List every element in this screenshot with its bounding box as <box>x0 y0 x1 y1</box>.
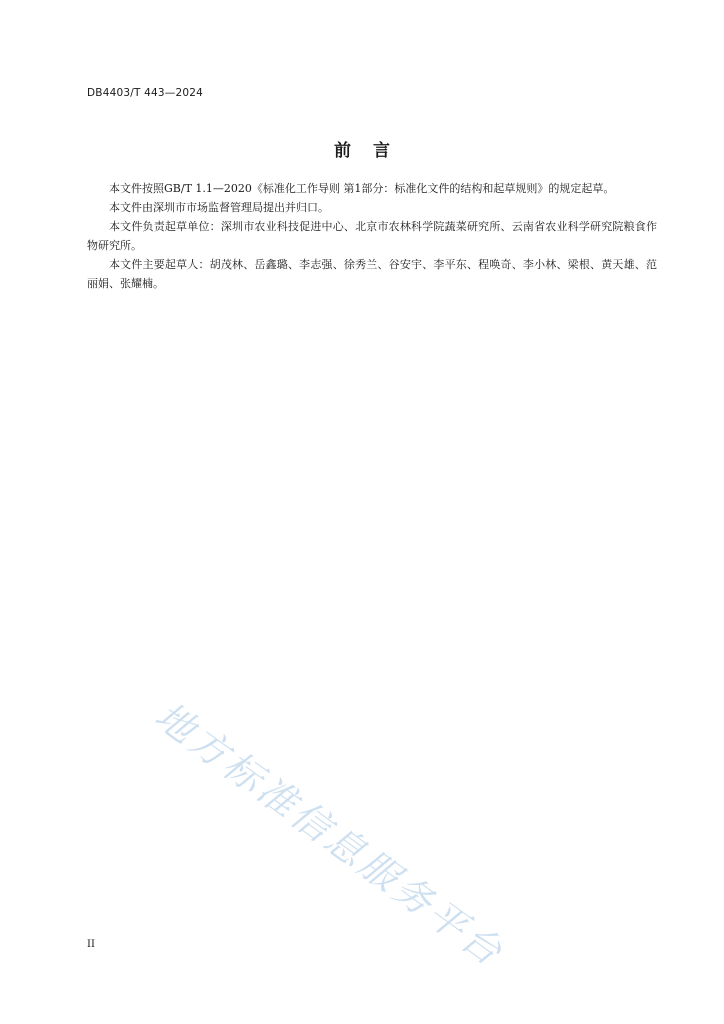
page-title: 前言 <box>334 141 412 161</box>
paragraph-drafting-units: 本文件负责起草单位：深圳市农业科技促进中心、北京市农林科学院蔬菜研究所、云南省农业科学研究院粮食作物研究所。 <box>87 220 657 252</box>
foreword-body <box>87 179 657 293</box>
paragraph-proposer: 本文件由深圳市市场监督管理局提出并归口。 <box>109 201 329 214</box>
paragraph-drafting-basis: 本文件按照GB/T 1.1—2020《标准化工作导则 第1部分：标准化文件的结构和起草规则》的规定起草。 <box>109 182 615 195</box>
document-number: DB4403/T 443—2024 <box>87 87 203 99</box>
paragraph-drafters: 本文件主要起草人：胡茂林、岳鑫璐、李志强、徐秀兰、谷安宇、李平东、程唤奇、李小林、梁根、黄天雄、范丽娟、张耀楠。 <box>87 258 657 290</box>
watermark: 地方标准信息服务平台 <box>146 693 513 976</box>
page-number: II <box>87 939 95 950</box>
